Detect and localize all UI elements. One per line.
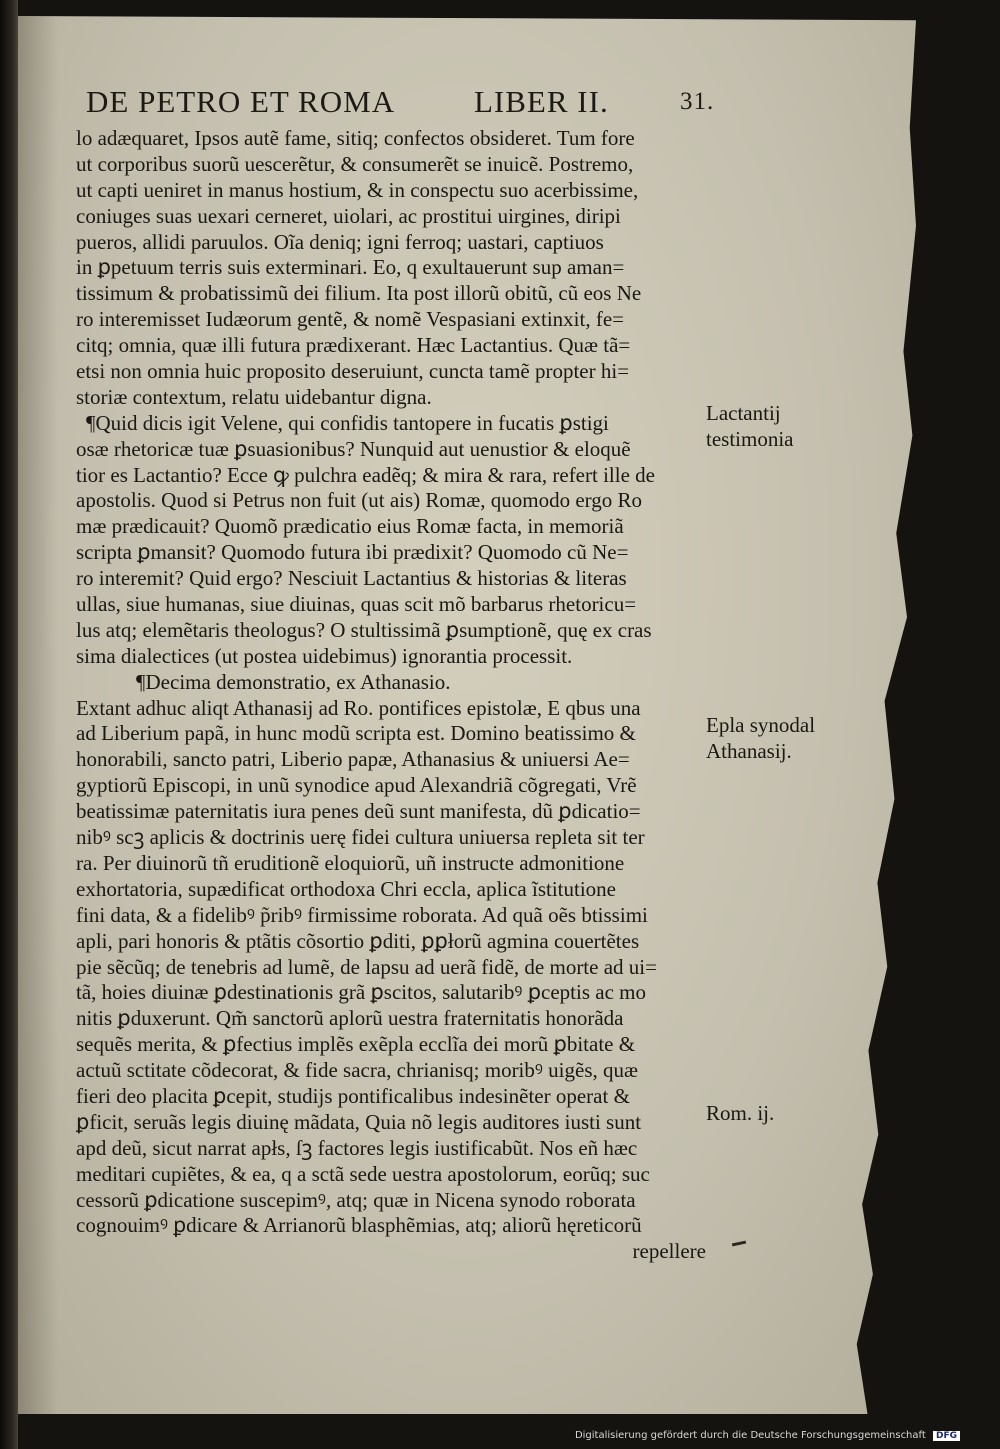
text-line: lus atq; elemẽtaris theologus? O stultissimã ꝑsumptionẽ, quę ex cras — [76, 617, 652, 642]
text-line: cognouimꝰ ꝑdicare & Arrianorũ blasphẽmias, atq; aliorũ hęreticorũ — [76, 1213, 642, 1238]
text-line: tior es Lactantio? Ecce ꝙ pulchra eadẽq; & mira & rara, refert ille de — [76, 462, 655, 487]
text-line: pueros, allidi paruulos. Oĩa deniq; igni ferroq; uastari, captiuos — [76, 229, 604, 254]
text-line: honorabili, sancto patri, Liberio papæ, Athanasius & uniuersi Ae= — [76, 747, 630, 772]
margin-note-synodal-letter — [706, 712, 815, 764]
text-line: citq; omnia, quæ illi futura prædixerant. Hæc Lactantius. Quæ tã= — [76, 333, 631, 358]
text-line: etsi non omnia huic proposito deseruiunt, cuncta tamẽ propter hi= — [76, 359, 630, 384]
text-line: tissimum & probatissimũ dei filium. Ita post illorũ obitũ, cũ eos Ne — [76, 281, 642, 306]
text-line: ra. Per diuinorũ tñ eruditionẽ eloquiorũ, uñ instructe admonitione — [76, 850, 625, 875]
text-line: pie sẽcũq; de tenebris ad lumẽ, de lapsu ad uerã fidẽ, de morte ad ui= — [76, 954, 657, 979]
text-line: fini data, & a fidelibꝰ p̃ribꝰ firmissime roborata. Ad quã oẽs btissimi — [76, 902, 648, 927]
text-line: Extant adhuc aliqt Athanasij ad Ro. pontifices epistolæ, E qbus una — [76, 695, 641, 720]
text-line: ut capti ueniret in manus hostium, & in conspectu suo acerbissime, — [76, 177, 639, 202]
text-line: apostolis. Quod si Petrus non fuit (ut ais) Romæ, quomodo ergo Ro — [76, 488, 643, 513]
margin-note-line: testimonia — [706, 427, 794, 451]
text-line: sequẽs merita, & ꝑfectius implẽs exẽpla ecclĩa dei morũ ꝑbitate & — [76, 1032, 636, 1057]
section-heading: ¶Decima demonstratio, ex Athanasio. — [136, 669, 451, 694]
text-line: apd deũ, sicut narrat apłs, ſꝫ factores legis iustificabũt. Nos eñ hæc — [76, 1135, 638, 1160]
text-line: tã, hoies diuinæ ꝑdestinationis grã ꝑscitos, salutaribꝰ ꝑceptis ac mo — [76, 980, 646, 1005]
dfg-logo: DFG — [933, 1431, 960, 1441]
text-line: ro interemit? Quid ergo? Nesciuit Lactantius & historias & literas — [76, 566, 627, 591]
header-title: DE PETRO ET ROMA — [86, 84, 396, 119]
text-line: meditari cupiẽtes, & ea, q a sctã sede uestra apostolorum, eorũq; suc — [76, 1161, 650, 1186]
text-line: sima dialectices (ut postea uidebimus) ignorantia processit. — [76, 643, 573, 668]
book-spine — [0, 0, 18, 1449]
margin-note-line: Lactantij — [706, 401, 781, 425]
text-line: nitis ꝑduxerunt. Qm̃ sanctorũ aplorũ uestra fraternitatis honorãda — [76, 1006, 624, 1031]
text-line: in ꝑpetuum terris suis exterminari. Eo, q exultauerunt sup aman= — [76, 255, 625, 280]
text-line: mæ prædicauit? Quomõ prædicatio eius Romæ facta, in memoriã — [76, 514, 624, 539]
margin-note-romans — [706, 1100, 774, 1126]
header-book: LIBER II. — [474, 84, 609, 119]
text-line: fieri deo placita ꝑcepit, studijs pontificalibus indesinẽter operat & — [76, 1083, 630, 1108]
footer-text: Digitalisierung gefördert durch die Deutsche Forschungsgemeinschaft — [574, 1430, 926, 1441]
text-line: exhortatoria, supædificat orthodoxa Chri eccla, aplica ĩstitutione — [76, 876, 617, 901]
margin-note-line: Epla synodal — [706, 713, 816, 737]
text-line: ro interemisset Iudæorum gentẽ, & nomẽ Vespasiani extinxit, fe= — [76, 307, 625, 332]
body-text — [76, 126, 706, 1265]
text-line: nibꝰ scꝫ aplicis & doctrinis uerę fidei cultura uniuersa repleta sit ter — [76, 825, 645, 850]
text-line: apli, pari honoris & ptãtis cõsortio ꝑditi, ꝑꝑłorũ agmina couertẽtes — [76, 928, 640, 953]
text-line: beatissimæ paternitatis iura penes deũ sunt manifesta, dũ ꝑdicatio= — [76, 799, 641, 824]
text-line: storiæ contextum, relatu uidebantur digna. — [76, 384, 432, 409]
text-line: cessorũ ꝑdicatione suscepimꝰ, atq; quæ in Nicena synodo roborata — [76, 1187, 636, 1212]
text-line: ad Liberium papã, in hunc modũ scripta est. Domino beatissimo & — [76, 721, 636, 746]
text-line: ullas, siue humanas, siue diuinas, quas scit mõ barbarus rhetoricu= — [76, 592, 637, 617]
text-line: scripta ꝑmansit? Quomodo futura ibi prædixit? Quomodo cũ Ne= — [76, 540, 629, 565]
text-line: ut corporibus suorũ uescerẽtur, & consumerẽt se inuicẽ. Postremo, — [76, 151, 634, 176]
folio-number: 31. — [680, 88, 715, 115]
text-line: ꝑficit, seruãs legis diuinę mãdata, Quia nõ legis auditores iusti sunt — [76, 1109, 642, 1134]
catchword: repellere — [632, 1239, 706, 1264]
text-line: osæ rhetoricæ tuæ ꝑsuasionibus? Nunquid aut uenustior & eloquẽ — [76, 436, 631, 461]
text-line: coniuges suas uexari cerneret, uiolari, ac prostitui uirgines, diripi — [76, 203, 621, 228]
digitization-footer — [575, 1430, 960, 1441]
running-header — [86, 84, 715, 128]
paragraph-start: ¶Quid dicis igit Velene, qui confidis tantopere in fucatis ꝑstigi — [86, 410, 609, 435]
margin-note-line: Athanasij. — [706, 739, 792, 763]
text-line: actuũ sctitate cõdecorat, & fide sacra, chrianisq; moribꝰ uigẽs, quæ — [76, 1058, 638, 1083]
text-line: lo adæquaret, Ipsos autẽ fame, sitiq; confectos obsideret. Tum fore — [76, 126, 635, 150]
margin-note-lactantius — [706, 400, 794, 452]
margin-note-line: Rom. ij. — [706, 1101, 775, 1125]
text-line: gyptiorũ Episcopi, in unũ synodice apud Alexandriã cõgregati, Vrẽ — [76, 773, 637, 798]
